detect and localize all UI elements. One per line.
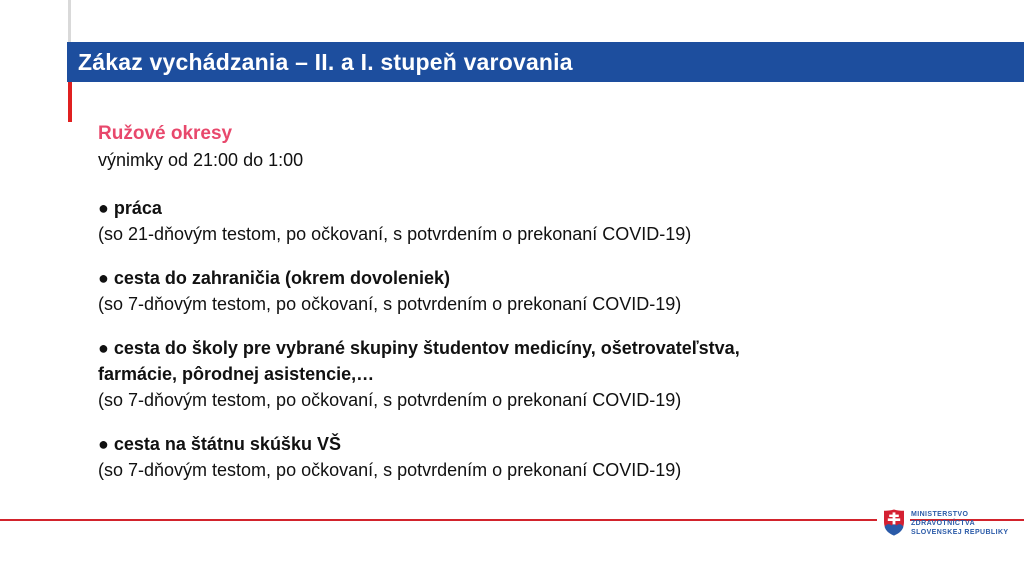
vertical-accent-red xyxy=(68,82,72,122)
slide-title: Zákaz vychádzania – II. a I. stupeň varovania xyxy=(78,48,573,75)
bullet-item xyxy=(98,195,758,247)
bullet-note: (so 7-dňovým testom, po očkovaní, s potvrdením o prekonaní COVID-19) xyxy=(98,390,682,410)
bullet-item xyxy=(98,265,758,317)
logo-text-line3: SLOVENSKEJ REPUBLIKY xyxy=(911,529,1009,536)
bullet-note: (so 21-dňovým testom, po očkovaní, s potvrdením o prekonaní COVID-19) xyxy=(98,224,692,244)
footer-divider-line xyxy=(0,519,1024,521)
bullet-note: (so 7-dňovým testom, po očkovaní, s potvrdením o prekonaní COVID-19) xyxy=(98,294,682,314)
bullet-title: ● cesta do školy pre vybrané skupiny študentov medicíny, ošetrovateľstva, xyxy=(98,338,740,358)
bullet-title: ● cesta do zahraničia (okrem dovoleniek) xyxy=(98,268,450,288)
bullet-title: ● práca xyxy=(98,198,162,218)
bullet-item xyxy=(98,335,758,413)
slide-content xyxy=(98,121,758,501)
section-subheading: výnimky od 21:00 do 1:00 xyxy=(98,150,304,170)
logo-text-line2: ZDRAVOTNÍCTVA xyxy=(911,520,976,527)
section-heading: Ružové okresy xyxy=(98,123,233,144)
bullet-list xyxy=(98,195,758,483)
logo-text-line1: MINISTERSTVO xyxy=(911,511,969,518)
ministry-logo-text xyxy=(911,510,1008,537)
vertical-accent-gray xyxy=(68,0,71,42)
ministry-logo xyxy=(877,505,910,539)
bullet-title: ● cesta na štátnu skúšku VŠ xyxy=(98,434,341,454)
slovak-coat-of-arms-icon xyxy=(883,509,905,536)
bullet-note: (so 7-dňovým testom, po očkovaní, s potvrdením o prekonaní COVID-19) xyxy=(98,460,682,480)
bullet-item xyxy=(98,431,758,483)
title-bar xyxy=(67,42,1024,82)
bullet-title-continued: farmácie, pôrodnej asistencie,… xyxy=(98,364,375,384)
